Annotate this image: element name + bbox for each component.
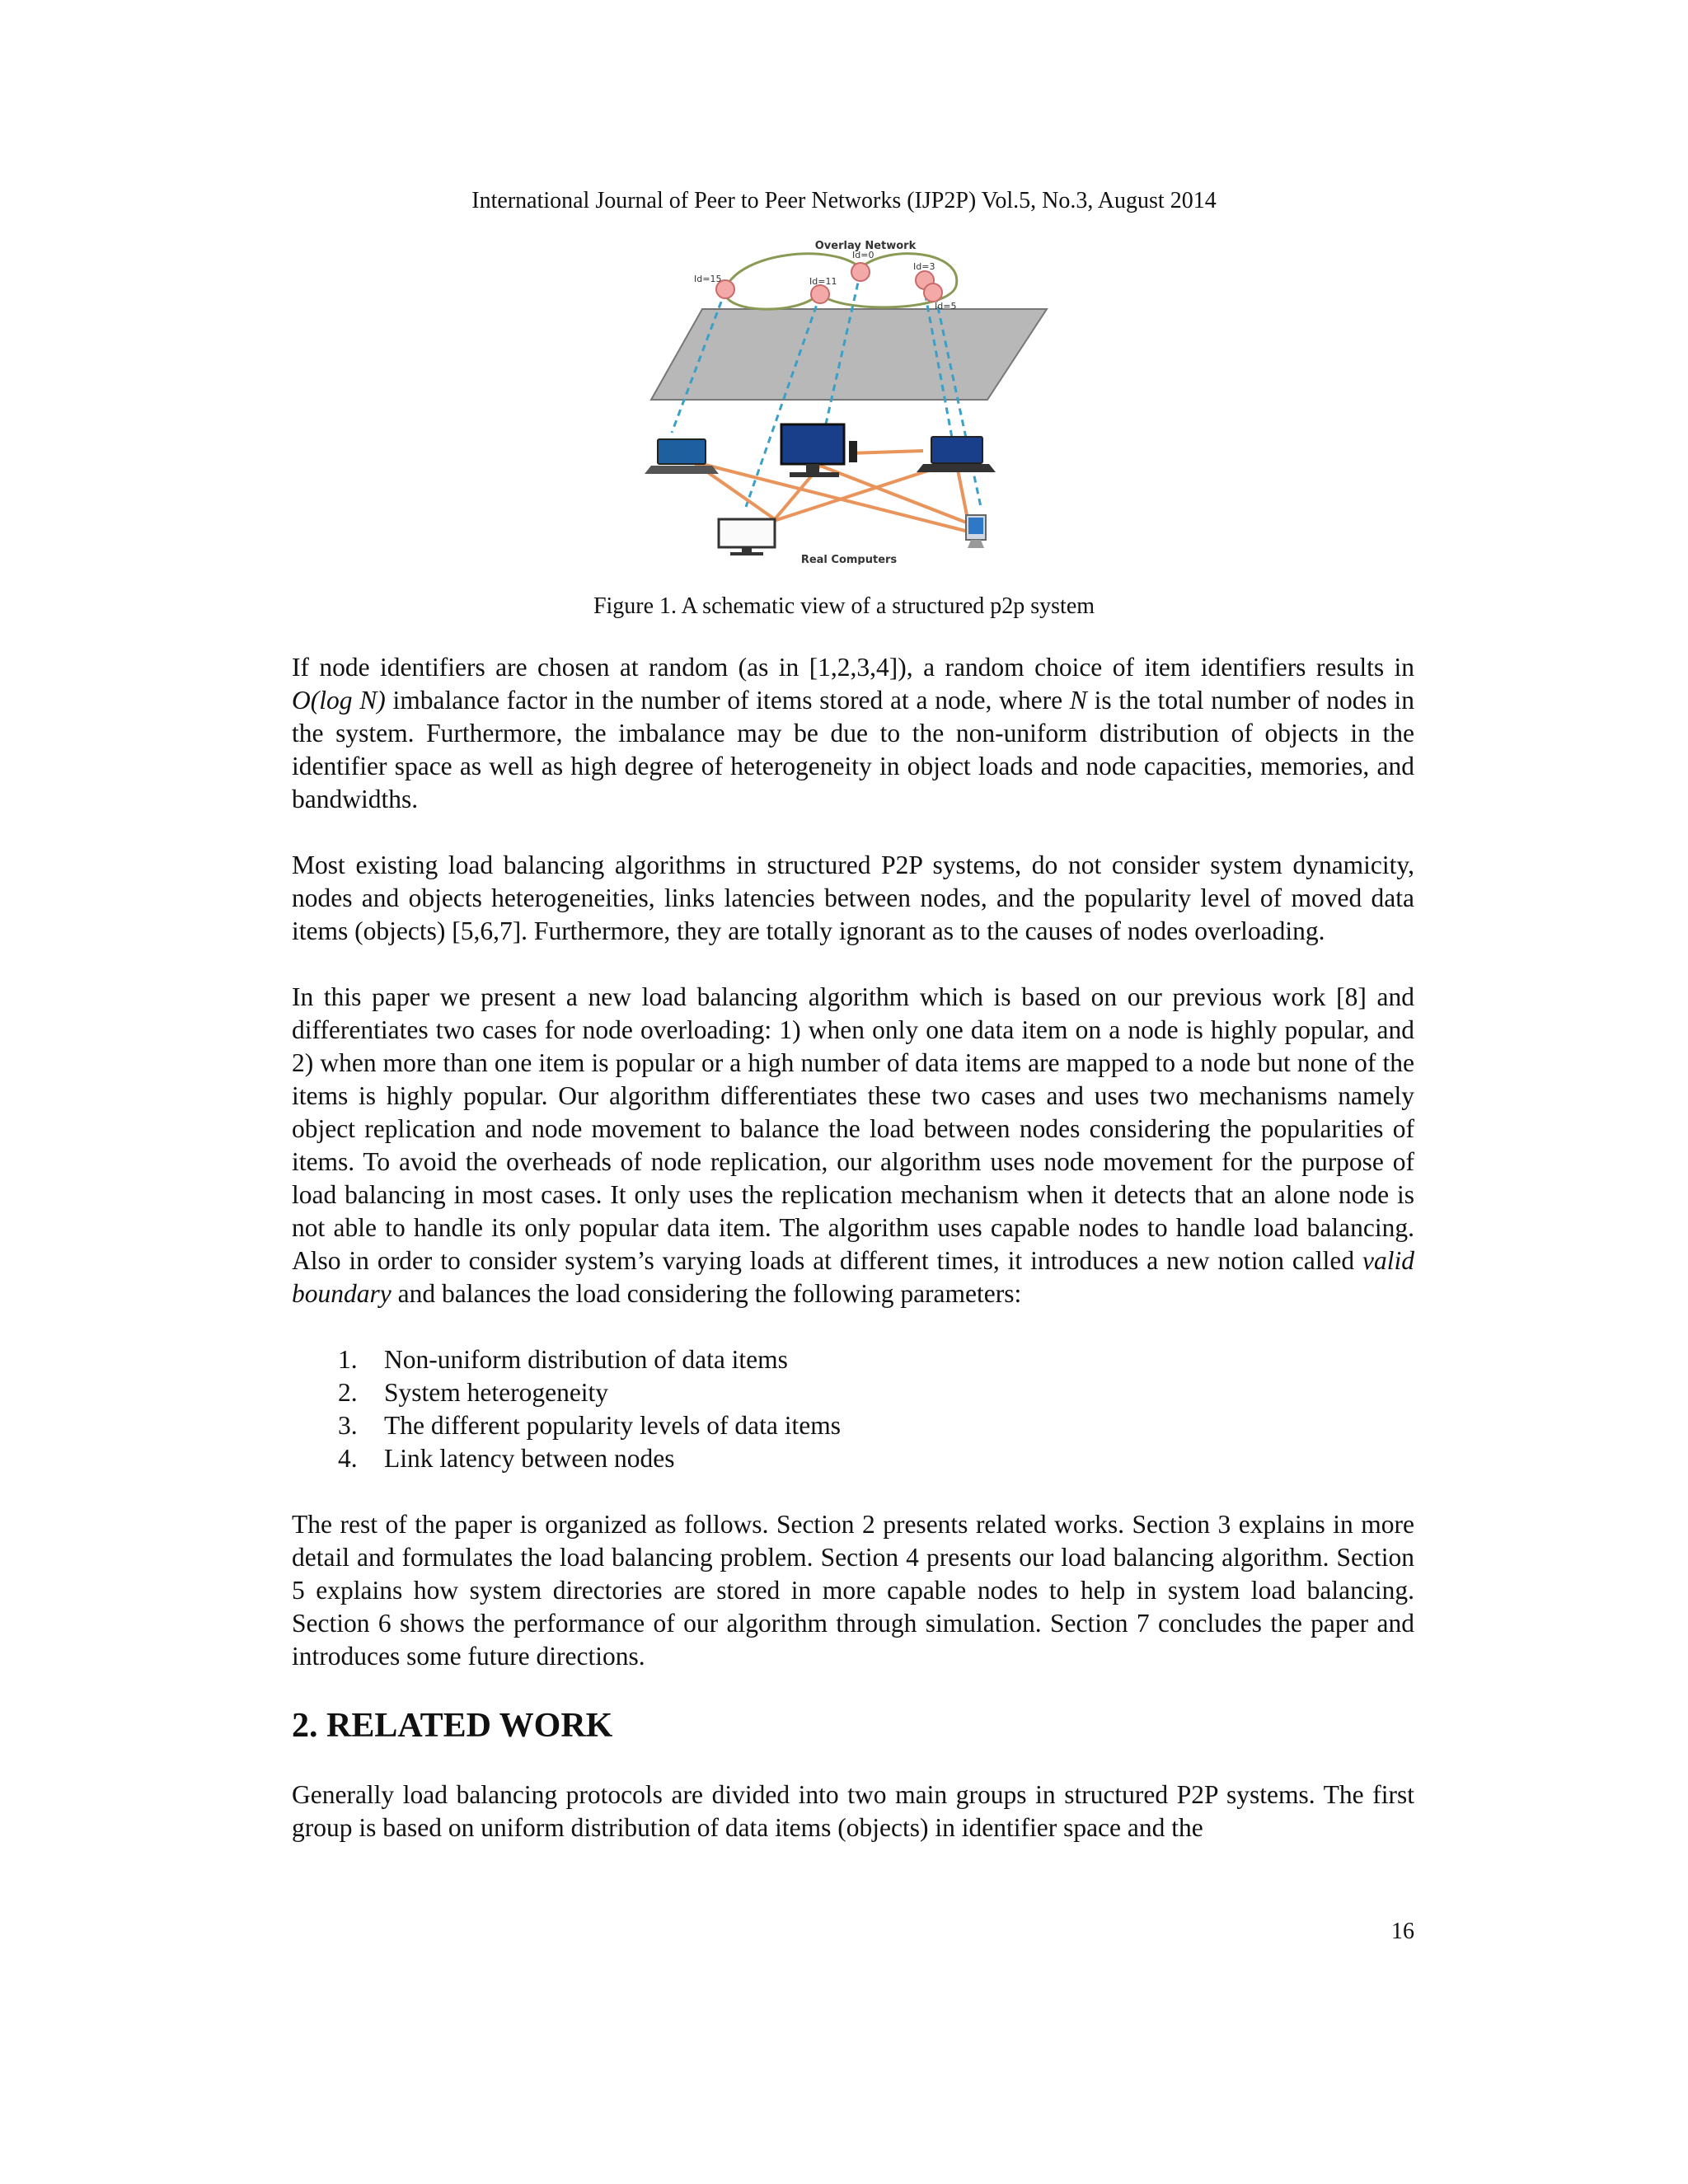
structured-p2p-diagram — [643, 235, 1071, 565]
node-label: Id=0 — [852, 250, 874, 260]
paragraph-proposed-algorithm — [292, 981, 1414, 1310]
overlay-node-id0 — [851, 263, 870, 281]
section-heading-related-work: 2. RELATED WORK — [292, 1707, 613, 1745]
text-span: is the total number of nodes in the system. Furthermore, the imbalance may be due to the non-uniform distribution of objects in the identifier space as well as high degree of heterogeneity in object loads and node capacities, memories, and bandwidths. — [292, 686, 1415, 813]
figure-caption: Figure 1. A schematic view of a structured p2p system — [593, 593, 1095, 619]
node-label: Id=3 — [913, 261, 935, 272]
node-label: Id=5 — [935, 301, 957, 312]
overlay-network-figure — [643, 235, 1071, 565]
list-text: Link latency between nodes — [384, 1444, 675, 1473]
paper-body — [292, 651, 1414, 1844]
real-computers-label: Real Computers — [800, 554, 898, 565]
node-label: Id=15 — [694, 274, 722, 284]
overlay-node-id5 — [924, 284, 942, 302]
overlay-network-label: Overlay Network — [814, 240, 917, 252]
text-span: imbalance factor in the number of items stored at a node, where — [385, 686, 1070, 715]
laptop-icon — [917, 437, 996, 472]
overlay-node-id11 — [811, 285, 829, 303]
journal-header: International Journal of Peer to Peer Networks (IJP2P) Vol.5, No.3, August 2014 — [471, 188, 1217, 213]
list-text: Non-uniform distribution of data items — [384, 1345, 788, 1374]
list-item — [292, 1442, 1414, 1475]
list-item — [292, 1376, 1414, 1409]
math-term: O(log N) — [292, 686, 386, 715]
emphasized-term: valid boundary — [292, 1246, 1414, 1308]
list-text: System heterogeneity — [384, 1378, 609, 1407]
list-number: 3. — [338, 1411, 358, 1440]
list-text: The different popularity levels of data items — [384, 1411, 841, 1440]
list-number: 4. — [338, 1444, 358, 1473]
parameter-list — [292, 1343, 1414, 1475]
paragraph-related-work: Generally load balancing protocols are divided into two main groups in structured P2P systems. The first group is based on uniform distribution of data items (objects) in identifier space and the — [292, 1780, 1414, 1842]
text-span: and balances the load considering the following parameters: — [391, 1279, 1022, 1308]
paragraph-intro-imbalance — [292, 651, 1414, 816]
paragraph-existing-algorithms: Most existing load balancing algorithms in structured P2P systems, do not consider system dynamicity, nodes and objects heterogeneities, links latencies between nodes, and the popularity level of moved data items (objects) [5,6,7]. Furthermore, they are totally ignorant as to the causes of nodes overloading. — [292, 851, 1414, 945]
list-item — [292, 1343, 1414, 1376]
physical-link — [820, 466, 968, 523]
text-span: If node identifiers are chosen at random (as in [1,2,3,4]), a random choice of item identifiers results in — [292, 653, 1414, 682]
list-number: 1. — [338, 1345, 358, 1374]
physical-link — [849, 451, 923, 453]
page-number: 16 — [1391, 1919, 1414, 1944]
node-label: Id=11 — [809, 276, 837, 287]
desktop-computer-icon — [781, 424, 857, 477]
math-term: N — [1069, 686, 1087, 715]
list-item — [292, 1409, 1414, 1442]
laptop-icon — [645, 439, 719, 474]
all-in-one-computer-icon — [966, 515, 986, 548]
list-number: 2. — [338, 1378, 358, 1407]
monitor-icon — [719, 519, 775, 555]
paragraph-paper-organization: The rest of the paper is organized as follows. Section 2 presents related works. Section 3 explains in more detail and formulates the load balancing problem. Section 4 presents our load balancing algorithm. Section 5 explains how system directories are stored in more capable nodes to help in system load balancing. Section 6 shows the performance of our algorithm through simulation. Section 7 concludes the paper and introduces some future directions. — [292, 1510, 1414, 1671]
text-span: In this paper we present a new load balancing algorithm which is based on our previous work [8] and differentiates two cases for node overloading: 1) when only one data item on a node is highly popular, and 2) when more than one item is popular or a high number of data items are mapped to a node but none of the items is highly popular. Our algorithm differentiates these two cases and uses two mechanisms namely object replication and node movement to balance the load between nodes considering the popularities of items. To avoid the overheads of node replication, our algorithm uses node movement for the purpose of load balancing in most cases. It only uses the replication mechanism when it detects that an alone node is not able to handle its only popular data item. The algorithm uses capable nodes to handle load balancing. Also in order to consider system’s varying loads at different times, it introduces a new notion called — [292, 982, 1414, 1275]
